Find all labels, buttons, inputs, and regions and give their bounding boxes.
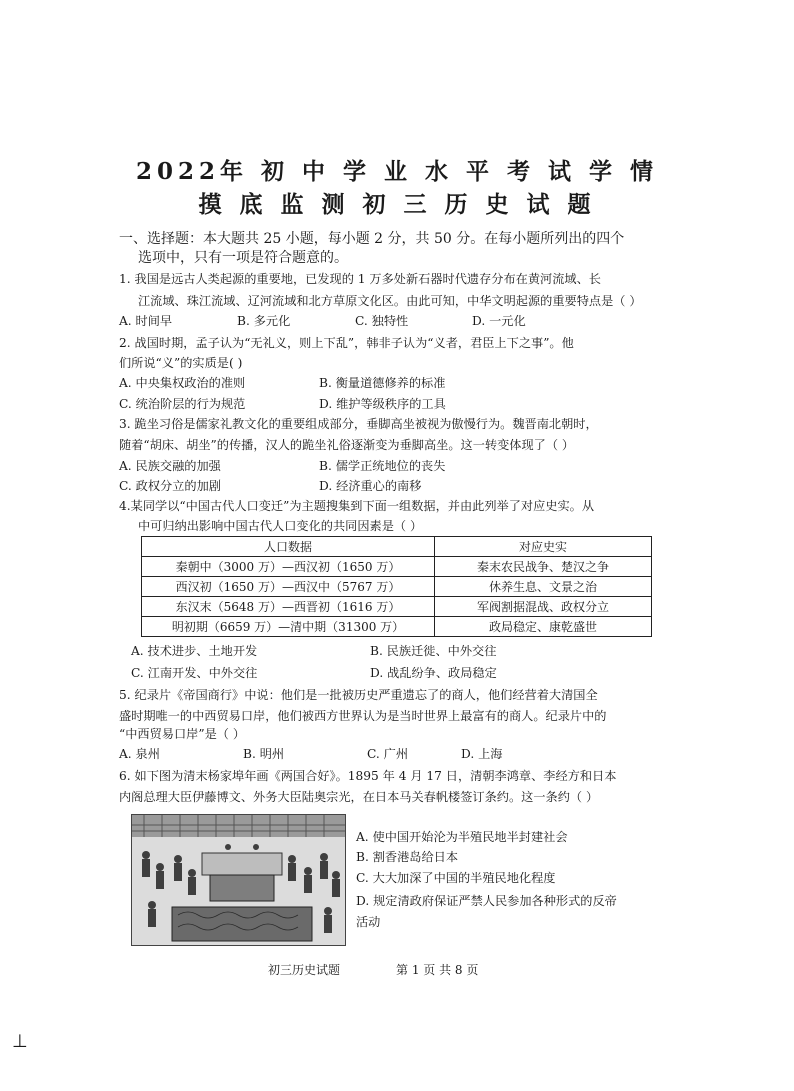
painting-illustration (132, 815, 345, 945)
table-header-cell: 人口数据 (142, 537, 435, 557)
q1-option-c: C. 独特性 (355, 314, 409, 328)
q6-option-c: C. 大大加深了中国的半殖民地化程度 (356, 871, 556, 885)
table-row (142, 597, 652, 617)
table-header-cell: 对应史实 (435, 537, 652, 557)
q6-option-a: A. 使中国开始沦为半殖民地半封建社会 (356, 830, 568, 844)
q6-option-b: B. 割香港岛给日本 (356, 850, 459, 864)
q4-option-d: D. 战乱纷争、政局稳定 (370, 666, 497, 680)
q1-option-d: D. 一元化 (472, 314, 526, 328)
scan-mark-icon: ⊥ (12, 1031, 28, 1052)
footer-page-number: 第 1 页 共 8 页 (396, 963, 479, 977)
table-cell: 明初期（6659 万）—清中期（31300 万） (142, 617, 435, 637)
q4-stem-line2: 中可归纳出影响中国古代人口变化的共同因素是（ ） (138, 519, 423, 533)
q4-option-a: A. 技术进步、土地开发 (131, 644, 258, 658)
q3-stem-line2: 随着“胡床、胡坐”的传播，汉人的跪坐礼俗逐渐变为垂脚高坐。这一转变体现了（ ） (119, 438, 575, 452)
footer-subject: 初三历史试题 (268, 963, 341, 977)
q3-stem-line1: 3. 跪坐习俗是儒家礼教文化的重要组成部分，垂脚高坐被视为傲慢行为。魏晋南北朝时， (119, 417, 598, 431)
population-table (141, 536, 652, 637)
table-cell: 秦朝中（3000 万）—西汉初（1650 万） (142, 557, 435, 577)
q2-stem-line2: 们所说“义”的实质是( ) (119, 356, 243, 370)
q5-option-c: C. 广州 (367, 747, 409, 761)
q2-option-c: C. 统治阶层的行为规范 (119, 397, 246, 411)
q5-option-d: D. 上海 (461, 747, 503, 761)
q2-option-a: A. 中央集权政治的准则 (119, 376, 246, 390)
q6-option-d-continued: 活动 (356, 915, 381, 929)
q1-stem-line1: 1. 我国是远古人类起源的重要地，已发现的 1 万多处新石器时代遗存分布在黄河流域、长 (119, 272, 601, 286)
q3-option-d: D. 经济重心的南移 (319, 479, 422, 493)
q3-option-a: A. 民族交融的加强 (119, 459, 221, 473)
table-row (142, 557, 652, 577)
q1-option-a: A. 时间早 (119, 314, 173, 328)
q5-stem-line2: 盛时期唯一的中西贸易口岸，他们被西方世界认为是当时世界上最富有的商人。纪录片中的 (119, 709, 607, 723)
table-row (142, 577, 652, 597)
q1-option-b: B. 多元化 (237, 314, 291, 328)
q2-option-d: D. 维护等级秩序的工具 (319, 397, 446, 411)
section-instructions-line1: 一、选择题：本大题共 25 小题，每小题 2 分，共 50 分。在每小题所列出的四个 (119, 231, 625, 247)
table-cell: 秦末农民战争、楚汉之争 (435, 557, 652, 577)
q1-stem-line2: 江流域、珠江流域、辽河流域和北方草原文化区。由此可知，中华文明起源的重要特点是（ ） (138, 294, 642, 308)
section-instructions-line2: 选项中，只有一项是符合题意的。 (138, 250, 348, 266)
q4-option-b: B. 民族迁徙、中外交往 (370, 644, 497, 658)
new-year-painting-image (131, 814, 346, 946)
q2-option-b: B. 衡量道德修养的标准 (319, 376, 446, 390)
q5-option-a: A. 泉州 (119, 747, 160, 761)
table-cell: 东汉末（5648 万）—西晋初（1616 万） (142, 597, 435, 617)
q6-stem-line2: 内阁总理大臣伊藤博文、外务大臣陆奥宗光，在日本马关春帆楼签订条约。这一条约（ ） (119, 790, 599, 804)
q5-stem-line3: “中西贸易口岸”是（ ） (119, 727, 246, 741)
q4-option-c: C. 江南开发、中外交往 (131, 666, 258, 680)
q5-option-b: B. 明州 (243, 747, 285, 761)
table-cell: 休养生息、文景之治 (435, 577, 652, 597)
q2-stem-line1: 2. 战国时期，孟子认为“无礼义，则上下乱”，韩非子认为“义者，君臣上下之事”。他 (119, 336, 574, 350)
q6-option-d: D. 规定清政府保证严禁人民参加各种形式的反帝 (356, 894, 617, 908)
q4-stem-line1: 4.某同学以“中国古代人口变迁”为主题搜集到下面一组数据，并由此列举了对应史实。从 (119, 499, 595, 513)
exam-title-line2: 摸 底 监 测 初 三 历 史 试 题 (198, 191, 596, 218)
exam-title-line1: 2022年 初 中 学 业 水 平 考 试 学 情 (135, 158, 659, 185)
q6-stem-line1: 6. 如下图为清末杨家埠年画《两国合好》。1895 年 4 月 17 日，清朝李鸿章、李经方和日本 (119, 769, 617, 783)
q3-option-c: C. 政权分立的加剧 (119, 479, 221, 493)
table-row (142, 617, 652, 637)
table-cell: 政局稳定、康乾盛世 (435, 617, 652, 637)
q3-option-b: B. 儒学正统地位的丧失 (319, 459, 446, 473)
table-header-row (142, 537, 652, 557)
q5-stem-line1: 5. 纪录片《帝国商行》中说：他们是一批被历史严重遗忘了的商人，他们经营着大清国全 (119, 688, 598, 702)
table-cell: 西汉初（1650 万）—西汉中（5767 万） (142, 577, 435, 597)
table-cell: 军阀割据混战、政权分立 (435, 597, 652, 617)
